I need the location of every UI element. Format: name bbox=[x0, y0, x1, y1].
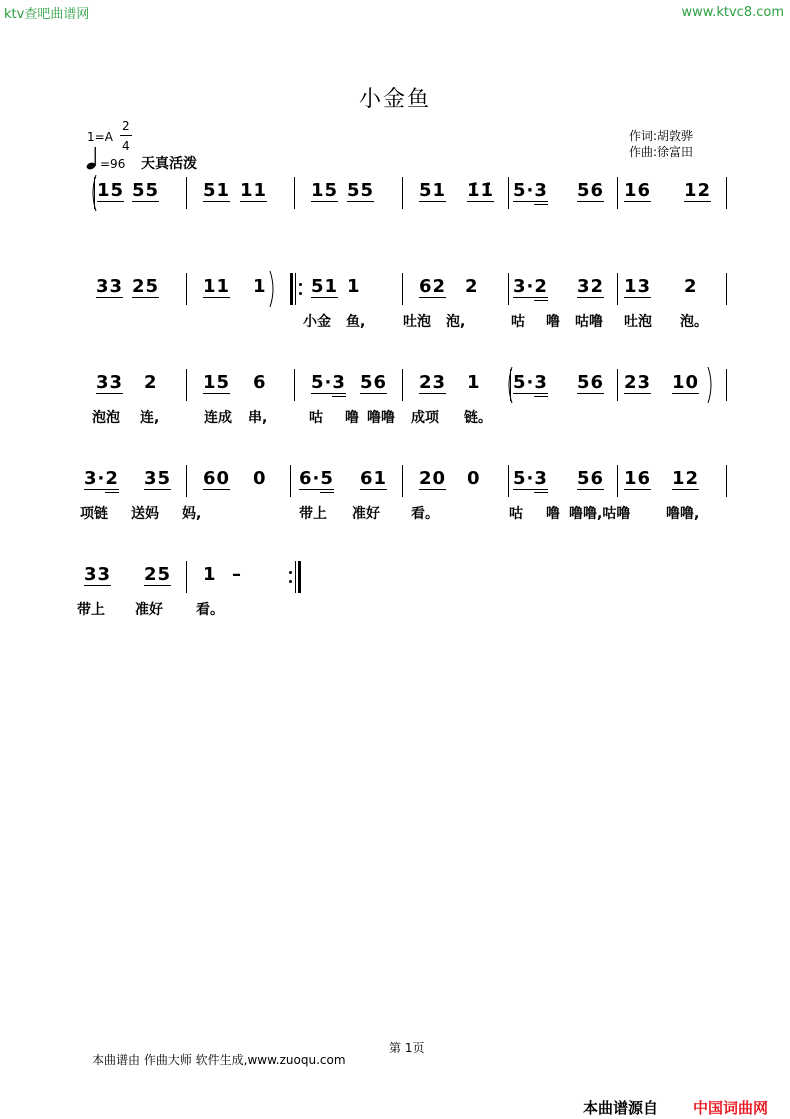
note-digits: 33 bbox=[84, 564, 112, 585]
note-group bbox=[203, 561, 217, 593]
lyric-syllable: 带上 bbox=[299, 506, 327, 522]
note-group bbox=[253, 273, 267, 305]
note-digits: 0 bbox=[467, 468, 481, 489]
watermark-right: www.ktvc8.com bbox=[681, 5, 784, 20]
barline bbox=[508, 273, 509, 305]
note-group bbox=[97, 177, 124, 209]
note-group bbox=[203, 369, 230, 401]
lyric-syllable: 看。 bbox=[196, 602, 224, 618]
barline bbox=[186, 465, 187, 497]
note-group bbox=[232, 561, 242, 593]
note-digits: 51 bbox=[311, 276, 339, 297]
lyric-syllable: 送妈 bbox=[131, 506, 159, 522]
note-digits: 55 bbox=[347, 180, 375, 201]
note-group bbox=[347, 273, 361, 305]
lyric-syllable: 看。 bbox=[411, 506, 439, 522]
note-group bbox=[513, 465, 548, 497]
note-group bbox=[577, 177, 604, 209]
note-group bbox=[203, 177, 230, 209]
key-signature: 1=A bbox=[87, 130, 113, 144]
beam-line bbox=[624, 489, 651, 490]
note-group bbox=[419, 273, 446, 305]
note-digits: 33 bbox=[96, 276, 124, 297]
note-digits: 2 bbox=[144, 372, 158, 393]
note-group bbox=[360, 369, 387, 401]
quarter-note-icon bbox=[86, 145, 100, 171]
note-group bbox=[419, 177, 446, 209]
barline bbox=[402, 465, 403, 497]
note-group bbox=[203, 273, 230, 305]
lyricist-credit: 作词:胡敦骅 bbox=[629, 129, 694, 143]
note-group bbox=[360, 465, 387, 497]
beam-line bbox=[419, 201, 446, 202]
note-group bbox=[467, 465, 481, 497]
lyric-syllable: 噜噜, bbox=[666, 506, 700, 522]
barline bbox=[402, 369, 403, 401]
barline bbox=[186, 273, 187, 305]
beam-line bbox=[513, 489, 548, 490]
barline bbox=[290, 465, 291, 497]
barline bbox=[726, 177, 727, 209]
note-group bbox=[311, 273, 338, 305]
beam-line bbox=[105, 492, 119, 493]
note-digits: 55 bbox=[132, 180, 160, 201]
note-group bbox=[672, 369, 699, 401]
beam-line bbox=[513, 297, 548, 298]
beam-line bbox=[684, 201, 711, 202]
beam-line bbox=[144, 489, 171, 490]
beam-line bbox=[203, 489, 230, 490]
barline bbox=[726, 465, 727, 497]
note-digits: 1 bbox=[203, 564, 217, 585]
lyric-syllable: 串, bbox=[248, 410, 268, 426]
note-digits: 33 bbox=[96, 372, 124, 393]
beam-line bbox=[577, 297, 604, 298]
note-digits: 23 bbox=[624, 372, 652, 393]
note-digits: 6·5 bbox=[299, 468, 334, 489]
beam-line bbox=[672, 489, 699, 490]
note-digits: 15 bbox=[97, 180, 125, 201]
barline bbox=[508, 465, 509, 497]
repeat-start-barline bbox=[290, 273, 304, 305]
time-sig-bottom: 4 bbox=[122, 139, 130, 153]
barline bbox=[617, 465, 618, 497]
note-digits: 12 bbox=[684, 180, 712, 201]
note-group bbox=[96, 369, 123, 401]
note-group bbox=[144, 369, 158, 401]
lyric-syllable: 准好 bbox=[352, 506, 380, 522]
note-group bbox=[240, 177, 267, 209]
note-digits: 13 bbox=[624, 276, 652, 297]
beam-line bbox=[144, 585, 171, 586]
beam-line bbox=[534, 300, 548, 301]
note-digits: 2 bbox=[465, 276, 479, 297]
note-group bbox=[311, 369, 346, 401]
note-digits: 5·3 bbox=[513, 468, 548, 489]
beam-line bbox=[84, 585, 111, 586]
note-group bbox=[253, 465, 267, 497]
note-group bbox=[467, 177, 494, 209]
note-group bbox=[203, 465, 230, 497]
note-group bbox=[299, 465, 334, 497]
beam-line bbox=[203, 201, 230, 202]
note-digits: 20 bbox=[419, 468, 447, 489]
footer-text: 本曲谱由 作曲大师 软件生成,www.zuoqu.com bbox=[92, 1053, 346, 1067]
barline bbox=[726, 369, 727, 401]
note-group bbox=[144, 465, 171, 497]
staff-row bbox=[0, 369, 790, 449]
lyric-syllable: 成项 bbox=[411, 410, 439, 426]
note-digits: 3·2 bbox=[513, 276, 548, 297]
note-group bbox=[84, 465, 119, 497]
source-brand[interactable]: 中国词曲网 bbox=[693, 1099, 769, 1117]
beam-line bbox=[360, 393, 387, 394]
beam-line bbox=[624, 201, 651, 202]
source-label: 本曲谱源自 bbox=[583, 1099, 659, 1117]
beam-line bbox=[534, 204, 548, 205]
note-digits: 2 bbox=[684, 276, 698, 297]
beam-line bbox=[311, 393, 346, 394]
lyric-syllable: 噜 bbox=[546, 314, 560, 330]
note-group bbox=[311, 177, 338, 209]
watermark-left: ktv查吧曲谱网 bbox=[4, 7, 90, 22]
beam-line bbox=[203, 393, 230, 394]
lyric-syllable: 泡。 bbox=[680, 314, 708, 330]
note-digits: 5·3 bbox=[311, 372, 346, 393]
note-group bbox=[132, 273, 159, 305]
repeat-end-barline bbox=[292, 561, 306, 593]
lyric-syllable: 咕 bbox=[309, 410, 323, 426]
note-group bbox=[96, 273, 123, 305]
note-digits: 56 bbox=[577, 180, 605, 201]
barline bbox=[186, 177, 187, 209]
lyric-syllable: 咕 bbox=[509, 506, 523, 522]
note-group bbox=[577, 273, 604, 305]
note-group bbox=[577, 465, 604, 497]
note-group bbox=[513, 369, 548, 401]
note-digits: 6 bbox=[253, 372, 267, 393]
lyric-syllable: 吐泡 bbox=[403, 314, 431, 330]
note-digits: 1 bbox=[347, 276, 361, 297]
beam-line bbox=[577, 201, 604, 202]
lyric-syllable: 鱼, bbox=[346, 314, 366, 330]
lyric-syllable: 噜 bbox=[546, 506, 560, 522]
beam-line bbox=[419, 297, 446, 298]
beam-line bbox=[534, 492, 548, 493]
note-digits: 61 bbox=[360, 468, 388, 489]
barline bbox=[508, 177, 509, 209]
beam-line bbox=[347, 201, 374, 202]
note-digits: 51 bbox=[419, 180, 447, 201]
lyric-syllable: 噜噜 bbox=[367, 410, 395, 426]
note-group bbox=[144, 561, 171, 593]
score-title: 小金鱼 bbox=[358, 87, 431, 112]
beam-line bbox=[320, 492, 334, 493]
composer-credit: 作曲:徐富田 bbox=[629, 145, 694, 159]
note-digits: – bbox=[232, 564, 242, 585]
lyric-syllable: 噜噜,咕噜 bbox=[569, 506, 631, 522]
note-group bbox=[253, 369, 267, 401]
note-digits: 25 bbox=[144, 564, 172, 585]
lyric-syllable: 泡, bbox=[446, 314, 466, 330]
note-digits: 25 bbox=[132, 276, 160, 297]
note-digits: 51 bbox=[203, 180, 231, 201]
note-digits: 60 bbox=[203, 468, 231, 489]
barline bbox=[726, 273, 727, 305]
note-digits: 16 bbox=[624, 180, 652, 201]
note-digits: 12 bbox=[672, 468, 700, 489]
staff-row bbox=[0, 465, 790, 545]
staff-row bbox=[0, 561, 790, 641]
beam-line bbox=[240, 201, 267, 202]
note-digits: 10 bbox=[672, 372, 700, 393]
beam-line bbox=[467, 201, 494, 202]
beam-line bbox=[97, 201, 124, 202]
lyric-syllable: 小金 bbox=[303, 314, 331, 330]
note-digits: 3·2 bbox=[84, 468, 119, 489]
note-digits: 5·3 bbox=[513, 372, 548, 393]
expression-marking: 天真活泼 bbox=[141, 156, 197, 172]
note-group bbox=[465, 273, 479, 305]
page-number: 第 1页 bbox=[389, 1041, 425, 1055]
beam-line bbox=[577, 393, 604, 394]
barline bbox=[294, 369, 295, 401]
note-digits: 35 bbox=[144, 468, 172, 489]
lyric-syllable: 连, bbox=[140, 410, 160, 426]
staff-row bbox=[0, 177, 790, 257]
beam-line bbox=[84, 489, 119, 490]
note-digits: 15 bbox=[203, 372, 231, 393]
note-group bbox=[513, 273, 548, 305]
beam-line bbox=[132, 297, 159, 298]
beam-line bbox=[672, 393, 699, 394]
barline bbox=[186, 561, 187, 593]
note-group bbox=[467, 369, 481, 401]
note-group bbox=[577, 369, 604, 401]
barline bbox=[510, 369, 511, 401]
note-group bbox=[624, 465, 651, 497]
beam-line bbox=[311, 201, 338, 202]
note-digits: 1̇1̇ bbox=[467, 180, 495, 201]
beam-line bbox=[132, 201, 159, 202]
note-digits: 32 bbox=[577, 276, 605, 297]
note-group bbox=[672, 465, 699, 497]
lyric-syllable: 吐泡 bbox=[624, 314, 652, 330]
lyric-syllable: 咕 bbox=[511, 314, 525, 330]
note-digits: 11 bbox=[240, 180, 268, 201]
lyric-syllable: 链。 bbox=[464, 410, 492, 426]
note-group bbox=[624, 177, 651, 209]
beam-line bbox=[419, 393, 446, 394]
note-group bbox=[419, 465, 446, 497]
beam-line bbox=[311, 297, 338, 298]
barline bbox=[617, 369, 618, 401]
beam-line bbox=[513, 201, 548, 202]
beam-line bbox=[96, 393, 123, 394]
note-digits: 62 bbox=[419, 276, 447, 297]
barline bbox=[617, 273, 618, 305]
note-group bbox=[513, 177, 548, 209]
time-sig-top: 2 bbox=[122, 119, 130, 133]
lyric-syllable: 准好 bbox=[135, 602, 163, 618]
lyric-syllable: 项链 bbox=[80, 506, 108, 522]
time-sig-line bbox=[120, 135, 132, 136]
note-digits: 23 bbox=[419, 372, 447, 393]
beam-line bbox=[299, 489, 334, 490]
barline bbox=[402, 177, 403, 209]
note-group bbox=[347, 177, 374, 209]
beam-line bbox=[419, 489, 446, 490]
note-digits: 15 bbox=[311, 180, 339, 201]
note-digits: 1 bbox=[467, 372, 481, 393]
note-group bbox=[132, 177, 159, 209]
barline bbox=[617, 177, 618, 209]
beam-line bbox=[203, 297, 230, 298]
note-digits: 1 bbox=[253, 276, 267, 297]
tempo-marking: =96 bbox=[100, 157, 126, 171]
note-group bbox=[684, 177, 711, 209]
barline bbox=[402, 273, 403, 305]
beam-line bbox=[332, 396, 346, 397]
note-group bbox=[684, 273, 698, 305]
note-digits: 0 bbox=[253, 468, 267, 489]
note-digits: 56 bbox=[577, 468, 605, 489]
note-group bbox=[624, 369, 651, 401]
note-group bbox=[624, 273, 651, 305]
lyric-syllable: 噜 bbox=[345, 410, 359, 426]
lyric-syllable: 咕噜 bbox=[575, 314, 603, 330]
note-group bbox=[84, 561, 111, 593]
note-digits: 5·3 bbox=[513, 180, 548, 201]
beam-line bbox=[624, 297, 651, 298]
barline bbox=[294, 177, 295, 209]
beam-line bbox=[360, 489, 387, 490]
staff-row bbox=[0, 273, 790, 353]
beam-line bbox=[577, 489, 604, 490]
beam-line bbox=[96, 297, 123, 298]
note-digits: 56 bbox=[577, 372, 605, 393]
note-digits: 56 bbox=[360, 372, 388, 393]
lyric-syllable: 带上 bbox=[77, 602, 105, 618]
barline bbox=[94, 177, 95, 209]
lyric-syllable: 妈, bbox=[182, 506, 202, 522]
phrase-bracket bbox=[706, 365, 716, 405]
beam-line bbox=[534, 396, 548, 397]
lyric-syllable: 连成 bbox=[204, 410, 232, 426]
beam-line bbox=[624, 393, 651, 394]
note-digits: 11 bbox=[203, 276, 231, 297]
note-group bbox=[419, 369, 446, 401]
lyric-syllable: 泡泡 bbox=[92, 410, 120, 426]
barline bbox=[186, 369, 187, 401]
phrase-bracket bbox=[268, 269, 278, 309]
note-digits: 16 bbox=[624, 468, 652, 489]
beam-line bbox=[513, 393, 548, 394]
